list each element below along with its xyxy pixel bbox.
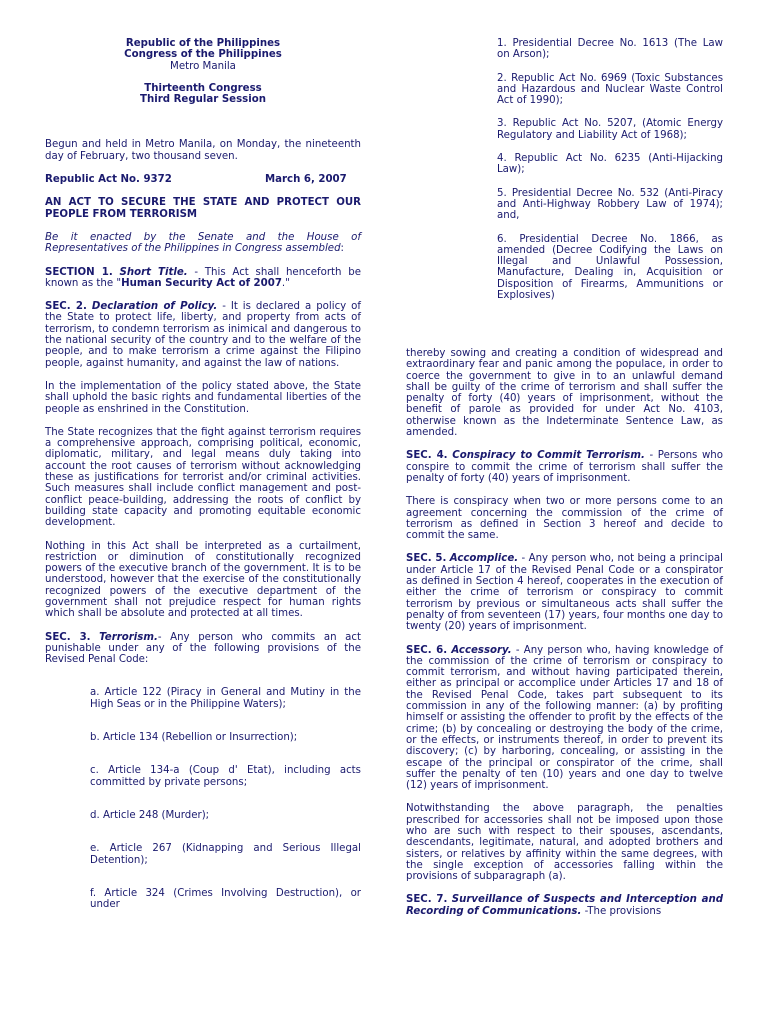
- article-list: [90, 687, 361, 910]
- list-item: 2. Republic Act No. 6969 (Toxic Substances and Hazardous and Nuclear Waste Control Act of 1990);: [497, 72, 723, 107]
- section-6-heading: Accessory.: [451, 644, 512, 656]
- section-3: [45, 632, 361, 666]
- section-1: [45, 267, 361, 290]
- article-item: d. Article 248 (Murder);: [90, 809, 210, 821]
- list-item: 3. Republic Act No. 5207, (Atomic Energy Regulatory and Liability Act of 1968);: [497, 118, 723, 141]
- section-6-paragraph-2: Notwithstanding the above paragraph, the penalties prescribed for accessories shall not be imposed upon those who are such with respect to their spouses, ascendants, descendants, legitimate, natural, and adopted brothers and sisters, or relatives by affinity within the same degrees, with the single exception of accessories falling within the provisions of subparagraph (a).: [406, 803, 723, 883]
- article-item: c. Article 134-a (Coup d' Etat), including acts committed by private persons;: [90, 765, 361, 788]
- section-2: [45, 301, 361, 369]
- section-5-text: - Any person who, not being a principal under Article 17 of the Revised Penal Code or a conspirator as defined in Section 4 hereof, cooperates in the execution of either the crime of terrorism or conspiracy to commit terrorism by previous or simultaneous acts shall suffer the penalty of from seventeen (17) years, four months one day to twenty (20) years of imprisonment.: [406, 553, 724, 633]
- list-item: 5. Presidential Decree No. 532 (Anti-Piracy and Anti-Highway Robbery Law of 1974); and,: [497, 187, 723, 222]
- section-7-label: SEC. 7.: [406, 894, 448, 906]
- act-title: AN ACT TO SECURE THE STATE AND PROTECT OUR PEOPLE FROM TERRORISM: [45, 197, 361, 220]
- document-header: [45, 38, 361, 105]
- act-number: Republic Act No. 9372: [45, 174, 172, 186]
- section-1-text: - This Act shall henceforth be known as the ": [45, 266, 361, 289]
- section-5: [406, 553, 723, 632]
- section-6-text: - Any person who, having knowledge of the commission of the crime of terrorism or conspiracy to commit terrorism, and without having participated therein, either as principal or accomplice under Articles 17 and 18 of the Revised Penal Code, takes part subsequent to its commission in any of the following manner: (a) by profiting himself or assisting the offender to profit by the effects of the crime; (b) by concealing or destroying the body of the crime, or the effects, or instruments thereof, in order to prevent its discovery; (c) by harboring, concealing, or assisting in the escape of the principal or conspirator of the crime, shall suffer the penalty of ten (10) years and one day to twelve (12) years of imprisonment.: [406, 644, 723, 792]
- header-republic: Republic of the Philippines: [125, 38, 281, 49]
- article-item: e. Article 267 (Kidnapping and Serious Illegal Detention);: [90, 843, 361, 866]
- section-7-text: -The provisions: [581, 905, 662, 917]
- header-congress-number: Thirteenth Congress: [144, 82, 262, 94]
- enacting-clause-text: Be it enacted by the Senate and the House of Representatives of the Philippines in Congress assembled: [45, 231, 361, 255]
- section-1-label: SECTION 1.: [45, 266, 113, 278]
- section-2-heading: Declaration of Policy.: [91, 301, 218, 313]
- section-1-heading: Short Title.: [119, 266, 188, 278]
- section-6: [406, 645, 723, 792]
- section-4-text: - Persons who conspire to commit the crime of terrorism shall suffer the penalty of forty (40) years of imprisonment.: [406, 450, 723, 484]
- left-column: [45, 38, 361, 910]
- act-date: March 6, 2007: [265, 174, 347, 186]
- article-item: f. Article 324 (Crimes Involving Destruction), or under: [90, 887, 361, 911]
- section-4: [406, 450, 723, 484]
- section-4-heading: Conspiracy to Commit Terrorism.: [452, 450, 645, 462]
- section-7: [406, 894, 723, 917]
- list-item: 1. Presidential Decree No. 1613 (The Law on Arson);: [497, 38, 723, 61]
- section-3-text: - Any person who commits an act punishable under any of the following provisions of the Revised Penal Code:: [45, 631, 361, 666]
- continuation-paragraph: thereby sowing and creating a condition of widespread and extraordinary fear and panic among the populace, in order to coerce the government to give in to an unlawful demand shall be guilty of the crime of terrorism and shall suffer the penalty of forty (40) years of imprisonment, without the benefit of parole as provided for under Act No. 4103, otherwise known as the Indeterminate Sentence Law, as amended.: [406, 348, 723, 439]
- right-column: [406, 348, 723, 917]
- section-5-label: SEC. 5.: [406, 553, 447, 565]
- article-item: a. Article 122 (Piracy in General and Mutiny in the High Seas or in the Philippine Waters);: [90, 687, 361, 710]
- article-item: b. Article 134 (Rebellion or Insurrection);: [90, 732, 298, 744]
- header-session: Third Regular Session: [140, 94, 266, 106]
- section-1-name: Human Security Act of 2007: [121, 277, 282, 289]
- section-2-paragraph-2: In the implementation of the policy stated above, the State shall uphold the basic rights and fundamental liberties of the people as enshrined in the Constitution.: [45, 380, 361, 415]
- header-congress: Congress of the Philippines: [124, 49, 282, 61]
- section-4-paragraph-2: There is conspiracy when two or more persons come to an agreement concerning the commission of the crime of terrorism as defined in Section 3 hereof and decide to commit the same.: [406, 496, 723, 542]
- section-2-paragraph-4: Nothing in this Act shall be interpreted as a curtailment, restriction or diminution of constitutionally recognized powers of the executive branch of the government. It is to be understood, however that the exercise of the constitutionally recognized powers of the executive department of the government shall not prejudice respect for human rights which shall be absolute and protected at all times.: [45, 540, 361, 620]
- section-1-text-end: .": [281, 277, 290, 289]
- section-7-heading: Surveillance of Suspects and Interception and Recording of Communications.: [406, 894, 723, 917]
- act-number-line: [45, 174, 361, 185]
- list-item: 4. Republic Act No. 6235 (Anti-Hijacking Law);: [497, 153, 723, 176]
- section-3-heading: Terrorism.: [99, 631, 158, 643]
- enacting-clause: Be it enacted by the Senate and the House of Representatives of the Philippines in Congress assembled:: [45, 231, 361, 255]
- right-numbered-list: [497, 38, 723, 301]
- section-2-text: - It is declared a policy of the State to protect life, liberty, and property from acts of terrorism, to condemn terrorism as inimical and dangerous to the national security of the country and to the welfare of the people, and to make terrorism a crime against the Filipino people, against humanity, and against the law of nations.: [45, 301, 361, 369]
- section-3-label: SEC. 3.: [45, 631, 91, 643]
- section-2-paragraph-3: The State recognizes that the fight against terrorism requires a comprehensive approach, comprising political, economic, diplomatic, military, and legal means duly taking into account the root causes of terrorism without acknowledging these as justifications for terrorist and/or criminal activities. Such measures shall include conflict management and post-conflict peace-building, addressing the roots of conflict by building state capacity and promoting equitable economic development.: [45, 426, 361, 529]
- section-5-heading: Accomplice.: [449, 553, 519, 565]
- intro-paragraph: Begun and held in Metro Manila, on Monday, the nineteenth day of February, two thousand seven.: [45, 139, 361, 162]
- section-2-label: SEC. 2.: [45, 301, 87, 313]
- list-item: 6. Presidential Decree No. 1866, as amended (Decree Codifying the Laws on Illegal and Unlawful Possession, Manufacture, Dealing in, Acquisition or Disposition of Firearms, Ammunitions or Explosives): [497, 233, 723, 302]
- section-6-label: SEC. 6.: [406, 644, 448, 656]
- header-location: Metro Manila: [170, 60, 236, 72]
- section-4-label: SEC. 4.: [406, 450, 448, 462]
